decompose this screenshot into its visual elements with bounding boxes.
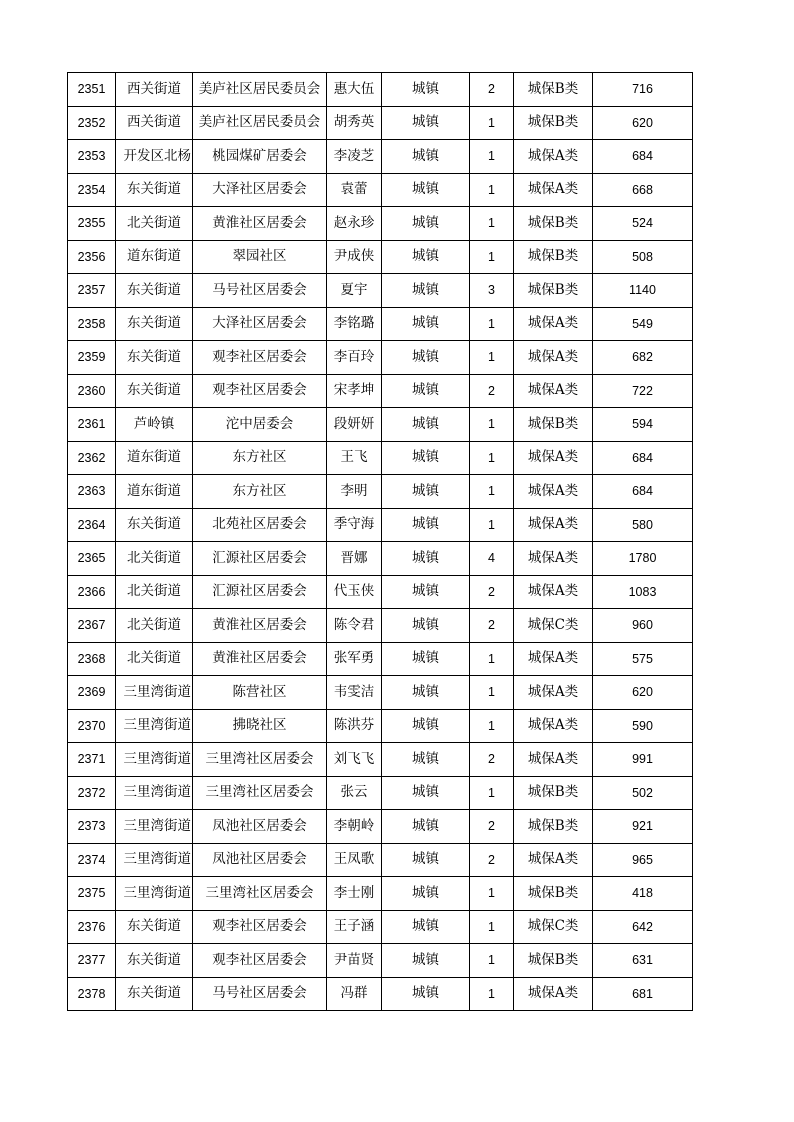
amount-cell: 1140 <box>593 274 693 308</box>
table-row <box>68 910 693 944</box>
street-cell: 三里湾街道 <box>116 776 193 810</box>
insurance-type-cell: 城保A类 <box>514 475 593 509</box>
name-cell: 李铭璐 <box>327 307 382 341</box>
amount-cell: 668 <box>593 173 693 207</box>
street-cell: 西关街道 <box>116 106 193 140</box>
community-cell: 大泽社区居委会 <box>193 173 327 207</box>
household-count-cell: 1 <box>470 441 514 475</box>
insurance-type-cell: 城保C类 <box>514 609 593 643</box>
name-cell: 韦雯洁 <box>327 676 382 710</box>
insurance-type-cell: 城保A类 <box>514 709 593 743</box>
household-count-cell: 4 <box>470 542 514 576</box>
insurance-type-cell: 城保A类 <box>514 341 593 375</box>
community-cell: 观李社区居委会 <box>193 374 327 408</box>
street-cell: 道东街道 <box>116 441 193 475</box>
street-cell: 北关街道 <box>116 642 193 676</box>
insurance-type-cell: 城保B类 <box>514 274 593 308</box>
serial-number-cell: 2360 <box>68 374 116 408</box>
household-count-cell: 2 <box>470 73 514 107</box>
amount-cell: 684 <box>593 441 693 475</box>
community-cell: 三里湾社区居委会 <box>193 776 327 810</box>
street-cell: 北关街道 <box>116 542 193 576</box>
category-cell: 城镇 <box>382 73 470 107</box>
community-cell: 东方社区 <box>193 475 327 509</box>
amount-cell: 1083 <box>593 575 693 609</box>
household-count-cell: 2 <box>470 810 514 844</box>
community-cell: 凤池社区居委会 <box>193 843 327 877</box>
name-cell: 赵永珍 <box>327 207 382 241</box>
table-row <box>68 73 693 107</box>
category-cell: 城镇 <box>382 207 470 241</box>
amount-cell: 524 <box>593 207 693 241</box>
name-cell: 陈洪芬 <box>327 709 382 743</box>
household-count-cell: 1 <box>470 207 514 241</box>
category-cell: 城镇 <box>382 944 470 978</box>
serial-number-cell: 2375 <box>68 877 116 911</box>
insurance-type-cell: 城保B类 <box>514 73 593 107</box>
table-row <box>68 776 693 810</box>
community-cell: 黄淮社区居委会 <box>193 207 327 241</box>
household-count-cell: 1 <box>470 408 514 442</box>
insurance-type-cell: 城保A类 <box>514 508 593 542</box>
category-cell: 城镇 <box>382 140 470 174</box>
name-cell: 代玉侠 <box>327 575 382 609</box>
category-cell: 城镇 <box>382 542 470 576</box>
category-cell: 城镇 <box>382 508 470 542</box>
insurance-type-cell: 城保B类 <box>514 877 593 911</box>
amount-cell: 590 <box>593 709 693 743</box>
insurance-type-cell: 城保B类 <box>514 776 593 810</box>
table-row <box>68 977 693 1011</box>
table-row <box>68 374 693 408</box>
street-cell: 北关街道 <box>116 609 193 643</box>
amount-cell: 502 <box>593 776 693 810</box>
serial-number-cell: 2373 <box>68 810 116 844</box>
amount-cell: 620 <box>593 106 693 140</box>
category-cell: 城镇 <box>382 609 470 643</box>
household-count-cell: 1 <box>470 709 514 743</box>
insurance-type-cell: 城保A类 <box>514 743 593 777</box>
name-cell: 陈令君 <box>327 609 382 643</box>
community-cell: 陈营社区 <box>193 676 327 710</box>
insurance-type-cell: 城保A类 <box>514 307 593 341</box>
amount-cell: 716 <box>593 73 693 107</box>
name-cell: 张云 <box>327 776 382 810</box>
name-cell: 刘飞飞 <box>327 743 382 777</box>
table-row <box>68 240 693 274</box>
category-cell: 城镇 <box>382 106 470 140</box>
street-cell: 三里湾街道 <box>116 810 193 844</box>
category-cell: 城镇 <box>382 408 470 442</box>
serial-number-cell: 2361 <box>68 408 116 442</box>
name-cell: 袁蕾 <box>327 173 382 207</box>
street-cell: 三里湾街道 <box>116 676 193 710</box>
household-count-cell: 1 <box>470 944 514 978</box>
community-cell: 美庐社区居民委员会 <box>193 73 327 107</box>
category-cell: 城镇 <box>382 374 470 408</box>
amount-cell: 549 <box>593 307 693 341</box>
community-cell: 美庐社区居民委员会 <box>193 106 327 140</box>
name-cell: 王子涵 <box>327 910 382 944</box>
community-cell: 观李社区居委会 <box>193 910 327 944</box>
amount-cell: 642 <box>593 910 693 944</box>
table-row <box>68 508 693 542</box>
amount-cell: 594 <box>593 408 693 442</box>
household-count-cell: 2 <box>470 609 514 643</box>
insurance-type-cell: 城保B类 <box>514 408 593 442</box>
serial-number-cell: 2353 <box>68 140 116 174</box>
street-cell: 西关街道 <box>116 73 193 107</box>
household-count-cell: 1 <box>470 877 514 911</box>
table-row <box>68 274 693 308</box>
serial-number-cell: 2377 <box>68 944 116 978</box>
household-count-cell: 1 <box>470 173 514 207</box>
category-cell: 城镇 <box>382 977 470 1011</box>
category-cell: 城镇 <box>382 475 470 509</box>
amount-cell: 684 <box>593 475 693 509</box>
category-cell: 城镇 <box>382 776 470 810</box>
household-count-cell: 1 <box>470 140 514 174</box>
household-count-cell: 3 <box>470 274 514 308</box>
household-count-cell: 1 <box>470 642 514 676</box>
household-count-cell: 1 <box>470 910 514 944</box>
name-cell: 晋娜 <box>327 542 382 576</box>
street-cell: 开发区北杨 <box>116 140 193 174</box>
community-cell: 沱中居委会 <box>193 408 327 442</box>
serial-number-cell: 2374 <box>68 843 116 877</box>
table-row <box>68 207 693 241</box>
serial-number-cell: 2362 <box>68 441 116 475</box>
amount-cell: 682 <box>593 341 693 375</box>
street-cell: 东关街道 <box>116 341 193 375</box>
serial-number-cell: 2358 <box>68 307 116 341</box>
name-cell: 胡秀英 <box>327 106 382 140</box>
serial-number-cell: 2355 <box>68 207 116 241</box>
serial-number-cell: 2376 <box>68 910 116 944</box>
name-cell: 李凌芝 <box>327 140 382 174</box>
name-cell: 李百玲 <box>327 341 382 375</box>
amount-cell: 575 <box>593 642 693 676</box>
serial-number-cell: 2365 <box>68 542 116 576</box>
category-cell: 城镇 <box>382 877 470 911</box>
name-cell: 李士刚 <box>327 877 382 911</box>
household-count-cell: 1 <box>470 676 514 710</box>
serial-number-cell: 2371 <box>68 743 116 777</box>
amount-cell: 921 <box>593 810 693 844</box>
household-count-cell: 1 <box>470 475 514 509</box>
insurance-type-cell: 城保A类 <box>514 642 593 676</box>
serial-number-cell: 2378 <box>68 977 116 1011</box>
serial-number-cell: 2357 <box>68 274 116 308</box>
name-cell: 季守海 <box>327 508 382 542</box>
street-cell: 三里湾街道 <box>116 877 193 911</box>
amount-cell: 631 <box>593 944 693 978</box>
table-row <box>68 307 693 341</box>
insurance-type-cell: 城保B类 <box>514 106 593 140</box>
insurance-type-cell: 城保A类 <box>514 441 593 475</box>
community-cell: 三里湾社区居委会 <box>193 877 327 911</box>
table-row <box>68 843 693 877</box>
serial-number-cell: 2370 <box>68 709 116 743</box>
name-cell: 李明 <box>327 475 382 509</box>
table-row <box>68 676 693 710</box>
serial-number-cell: 2369 <box>68 676 116 710</box>
household-count-cell: 1 <box>470 776 514 810</box>
street-cell: 东关街道 <box>116 508 193 542</box>
amount-cell: 991 <box>593 743 693 777</box>
amount-cell: 684 <box>593 140 693 174</box>
name-cell: 尹成侠 <box>327 240 382 274</box>
serial-number-cell: 2352 <box>68 106 116 140</box>
insurance-type-cell: 城保A类 <box>514 843 593 877</box>
street-cell: 东关街道 <box>116 274 193 308</box>
street-cell: 东关街道 <box>116 977 193 1011</box>
amount-cell: 1780 <box>593 542 693 576</box>
name-cell: 尹苗贤 <box>327 944 382 978</box>
household-count-cell: 1 <box>470 977 514 1011</box>
community-cell: 观李社区居委会 <box>193 944 327 978</box>
serial-number-cell: 2368 <box>68 642 116 676</box>
name-cell: 夏宇 <box>327 274 382 308</box>
table-row <box>68 140 693 174</box>
name-cell: 李朝岭 <box>327 810 382 844</box>
category-cell: 城镇 <box>382 642 470 676</box>
street-cell: 东关街道 <box>116 307 193 341</box>
household-count-cell: 2 <box>470 575 514 609</box>
table-row <box>68 575 693 609</box>
street-cell: 北关街道 <box>116 207 193 241</box>
serial-number-cell: 2367 <box>68 609 116 643</box>
name-cell: 王凤歌 <box>327 843 382 877</box>
street-cell: 道东街道 <box>116 475 193 509</box>
household-count-cell: 2 <box>470 374 514 408</box>
roster-table <box>67 72 693 1011</box>
serial-number-cell: 2354 <box>68 173 116 207</box>
table-row <box>68 944 693 978</box>
insurance-type-cell: 城保A类 <box>514 575 593 609</box>
table-row <box>68 609 693 643</box>
community-cell: 大泽社区居委会 <box>193 307 327 341</box>
amount-cell: 960 <box>593 609 693 643</box>
community-cell: 凤池社区居委会 <box>193 810 327 844</box>
insurance-type-cell: 城保A类 <box>514 977 593 1011</box>
category-cell: 城镇 <box>382 441 470 475</box>
community-cell: 北苑社区居委会 <box>193 508 327 542</box>
insurance-type-cell: 城保C类 <box>514 910 593 944</box>
table-row <box>68 441 693 475</box>
street-cell: 三里湾街道 <box>116 843 193 877</box>
amount-cell: 508 <box>593 240 693 274</box>
category-cell: 城镇 <box>382 910 470 944</box>
table-row <box>68 341 693 375</box>
category-cell: 城镇 <box>382 843 470 877</box>
street-cell: 三里湾街道 <box>116 743 193 777</box>
serial-number-cell: 2366 <box>68 575 116 609</box>
household-count-cell: 1 <box>470 240 514 274</box>
community-cell: 观李社区居委会 <box>193 341 327 375</box>
amount-cell: 580 <box>593 508 693 542</box>
community-cell: 三里湾社区居委会 <box>193 743 327 777</box>
serial-number-cell: 2372 <box>68 776 116 810</box>
name-cell: 张军勇 <box>327 642 382 676</box>
street-cell: 东关街道 <box>116 374 193 408</box>
household-count-cell: 2 <box>470 743 514 777</box>
category-cell: 城镇 <box>382 307 470 341</box>
insurance-type-cell: 城保A类 <box>514 676 593 710</box>
table-row <box>68 408 693 442</box>
community-cell: 拂晓社区 <box>193 709 327 743</box>
amount-cell: 722 <box>593 374 693 408</box>
community-cell: 黄淮社区居委会 <box>193 609 327 643</box>
community-cell: 东方社区 <box>193 441 327 475</box>
street-cell: 芦岭镇 <box>116 408 193 442</box>
insurance-type-cell: 城保A类 <box>514 173 593 207</box>
name-cell: 王飞 <box>327 441 382 475</box>
category-cell: 城镇 <box>382 274 470 308</box>
household-count-cell: 1 <box>470 106 514 140</box>
street-cell: 东关街道 <box>116 910 193 944</box>
insurance-type-cell: 城保A类 <box>514 542 593 576</box>
community-cell: 马号社区居委会 <box>193 977 327 1011</box>
community-cell: 马号社区居委会 <box>193 274 327 308</box>
amount-cell: 965 <box>593 843 693 877</box>
community-cell: 桃园煤矿居委会 <box>193 140 327 174</box>
table-row <box>68 642 693 676</box>
serial-number-cell: 2364 <box>68 508 116 542</box>
amount-cell: 681 <box>593 977 693 1011</box>
serial-number-cell: 2356 <box>68 240 116 274</box>
household-count-cell: 2 <box>470 843 514 877</box>
amount-cell: 418 <box>593 877 693 911</box>
insurance-type-cell: 城保A类 <box>514 374 593 408</box>
insurance-type-cell: 城保B类 <box>514 810 593 844</box>
table-row <box>68 810 693 844</box>
category-cell: 城镇 <box>382 240 470 274</box>
household-count-cell: 1 <box>470 508 514 542</box>
category-cell: 城镇 <box>382 676 470 710</box>
serial-number-cell: 2351 <box>68 73 116 107</box>
table-row <box>68 709 693 743</box>
name-cell: 冯群 <box>327 977 382 1011</box>
street-cell: 东关街道 <box>116 173 193 207</box>
name-cell: 段妍妍 <box>327 408 382 442</box>
street-cell: 东关街道 <box>116 944 193 978</box>
table-row <box>68 542 693 576</box>
category-cell: 城镇 <box>382 341 470 375</box>
community-cell: 黄淮社区居委会 <box>193 642 327 676</box>
name-cell: 宋孝坤 <box>327 374 382 408</box>
table-body <box>68 73 693 1011</box>
table-row <box>68 106 693 140</box>
street-cell: 道东街道 <box>116 240 193 274</box>
household-count-cell: 1 <box>470 341 514 375</box>
category-cell: 城镇 <box>382 575 470 609</box>
table-row <box>68 475 693 509</box>
table-row <box>68 743 693 777</box>
table-row <box>68 877 693 911</box>
street-cell: 北关街道 <box>116 575 193 609</box>
street-cell: 三里湾街道 <box>116 709 193 743</box>
category-cell: 城镇 <box>382 173 470 207</box>
category-cell: 城镇 <box>382 810 470 844</box>
insurance-type-cell: 城保A类 <box>514 140 593 174</box>
insurance-type-cell: 城保B类 <box>514 240 593 274</box>
community-cell: 汇源社区居委会 <box>193 575 327 609</box>
serial-number-cell: 2363 <box>68 475 116 509</box>
insurance-type-cell: 城保B类 <box>514 207 593 241</box>
table-row <box>68 173 693 207</box>
serial-number-cell: 2359 <box>68 341 116 375</box>
amount-cell: 620 <box>593 676 693 710</box>
category-cell: 城镇 <box>382 743 470 777</box>
insurance-type-cell: 城保B类 <box>514 944 593 978</box>
name-cell: 惠大伍 <box>327 73 382 107</box>
community-cell: 汇源社区居委会 <box>193 542 327 576</box>
community-cell: 翠园社区 <box>193 240 327 274</box>
category-cell: 城镇 <box>382 709 470 743</box>
household-count-cell: 1 <box>470 307 514 341</box>
